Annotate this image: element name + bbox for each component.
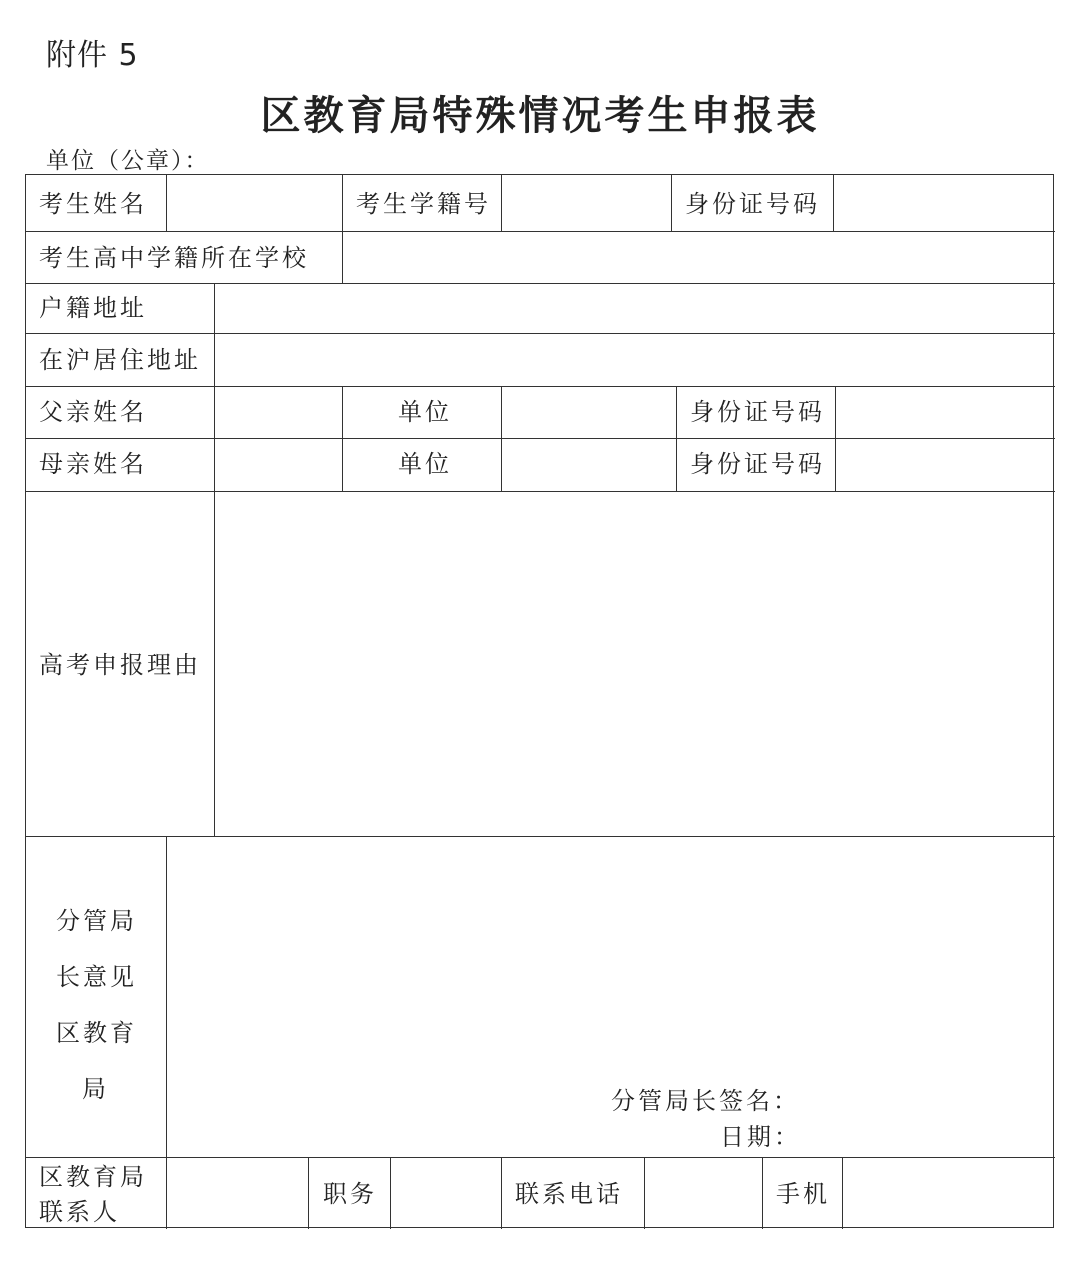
contact-label-line-2: 联系人: [39, 1197, 120, 1226]
father-id-card-label: 身份证号码: [690, 398, 825, 426]
father-name-label: 父亲姓名: [39, 398, 147, 426]
mother-id-card-label: 身份证号码: [690, 450, 825, 478]
phone-label: 联系电话: [515, 1180, 623, 1208]
residence-address-label: 在沪居住地址: [39, 346, 201, 374]
father-unit-label: 单位: [398, 398, 452, 426]
unit-seal-label: 单位（公章）：: [46, 148, 210, 174]
residence-address-field[interactable]: [215, 334, 1052, 385]
opinion-label-line-2: 长意见: [56, 963, 137, 991]
student-id-label: 考生学籍号: [356, 190, 491, 218]
student-id-field[interactable]: [502, 176, 670, 230]
high-school-label: 考生高中学籍所在学校: [39, 244, 309, 272]
opinion-label-line-1: 分管局: [56, 907, 137, 935]
application-form-table: [25, 174, 1054, 1228]
student-id-card-field[interactable]: [834, 176, 1052, 230]
mother-unit-field[interactable]: [502, 439, 675, 490]
application-reason-field[interactable]: [215, 492, 1052, 835]
signature-date-label: 日期：: [720, 1123, 801, 1151]
mother-id-card-field[interactable]: [836, 439, 1052, 490]
phone-field[interactable]: [645, 1158, 761, 1228]
contact-person-label: [39, 1160, 147, 1230]
mother-unit-label: 单位: [398, 450, 452, 478]
student-name-field[interactable]: [167, 176, 341, 230]
row1-col-divider-4: [671, 175, 672, 231]
father-id-card-field[interactable]: [836, 387, 1052, 437]
high-school-field[interactable]: [343, 232, 1052, 282]
application-reason-label: 高考申报理由: [39, 651, 201, 679]
mobile-label: 手机: [776, 1180, 830, 1208]
father-unit-field[interactable]: [502, 387, 675, 437]
parent-rows-col-divider-3: [676, 386, 677, 491]
mobile-field[interactable]: [843, 1158, 1052, 1228]
student-name-label: 考生姓名: [39, 190, 147, 218]
contact-person-field[interactable]: [167, 1158, 307, 1228]
student-id-card-label: 身份证号码: [685, 190, 820, 218]
contact-label-line-1: 区教育局: [39, 1163, 147, 1191]
row9-col-divider-1: [308, 1157, 309, 1229]
household-address-label: 户籍地址: [39, 294, 147, 322]
opinion-label-line-4: 局: [82, 1075, 109, 1103]
mother-name-field[interactable]: [215, 439, 341, 490]
parent-rows-col-divider-1: [342, 386, 343, 491]
mother-name-label: 母亲姓名: [39, 450, 147, 478]
position-field[interactable]: [391, 1158, 500, 1228]
form-title: 区教育局特殊情况考生申报表: [260, 93, 820, 139]
position-label: 职务: [323, 1180, 377, 1208]
opinion-field[interactable]: [167, 837, 1052, 1077]
household-address-field[interactable]: [215, 284, 1052, 332]
father-name-field[interactable]: [215, 387, 341, 437]
attachment-number: 附件 5: [46, 38, 139, 73]
opinion-label-line-3: 区教育: [56, 1019, 137, 1047]
row9-col-divider-5: [762, 1157, 763, 1229]
row9-col-divider-3: [501, 1157, 502, 1229]
director-signature-label: 分管局长签名：: [611, 1087, 800, 1115]
row1-col-divider-2: [342, 175, 343, 231]
